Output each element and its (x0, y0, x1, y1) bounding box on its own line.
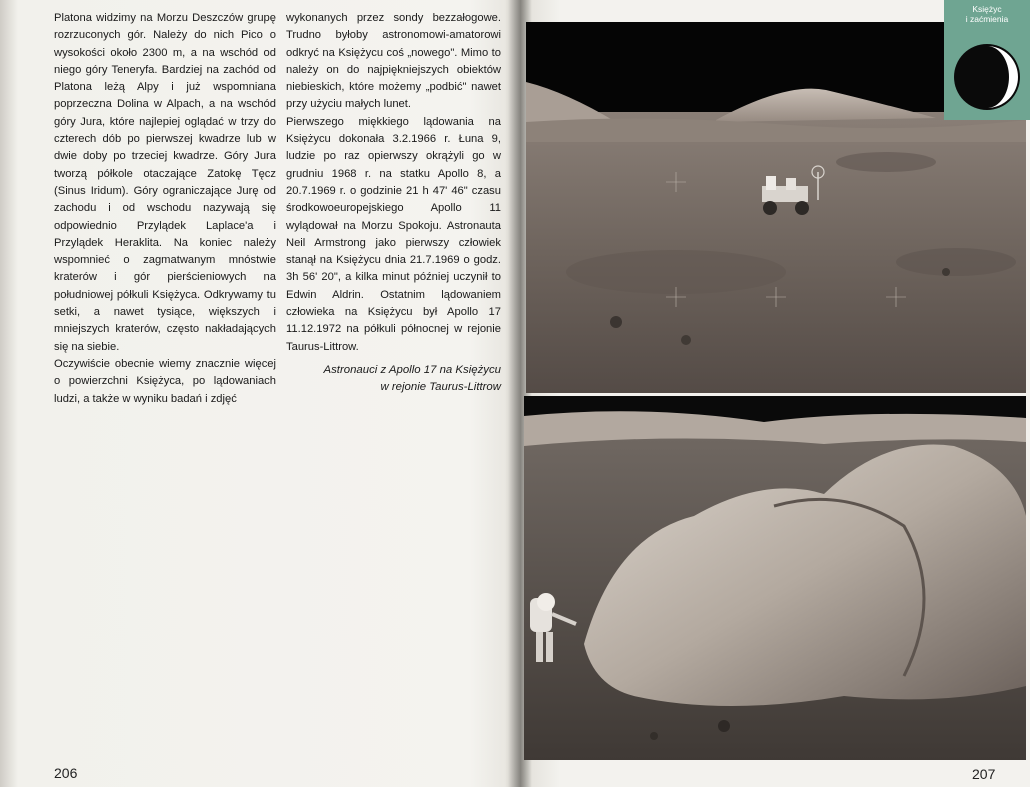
right-text-column (286, 10, 501, 356)
photo-caption (300, 362, 501, 396)
paragraph: Oczywiście obecnie wiemy znacznie więcej o powierzchni Księżyca, po lądowaniach ludzi, a także w wyniku badań i zdjęć (54, 357, 276, 405)
section-tab-label (944, 4, 1030, 24)
paragraph: wykonanych przez sondy bezzałogowe. Trudno byłoby astronomowi-amatorowi odkryć na Księżycu coś „nowego". Mimo to należy on do najpiękniejszych obiektów niebieskich, które możemy „podbić" nawet przy użyciu małych lunet. (286, 12, 501, 111)
crescent-moon-icon (952, 42, 1022, 112)
left-text-column (54, 10, 276, 408)
caption-line: w rejonie Taurus-Littrow (380, 381, 501, 393)
caption-line: Astronauci z Apollo 17 na Księżycu (323, 364, 501, 376)
section-tab-line: i zaćmienia (965, 14, 1009, 24)
paragraph: Pierwszego miękkiego lądowania na Księżycu dokonała 3.2.1966 r. Łuna 9, ludzie po raz opierwszy okrążyli go w grudniu 1968 r. na statku Apollo 8, a 20.7.1969 r. o godzinie 21 h 47' 46" czasu środkowoeuropejskiego Apollo 11 wylądował na Morzu Spokoju. Astronauta Neil Armstrong jako pierwszy człowiek stanął na Księżycu dnia 21.7.1969 o godz. 3h 56' 20", a kilka minut później uczynił to Edwin Aldrin. Ostatnim lądowaniem człowieka na Księżycu był Apollo 17 11.12.1972 na półkuli północnej w rejonie Taurus-Littrow. (286, 115, 501, 353)
section-tab-line: Księżyc (972, 4, 1002, 14)
page-number-left: 206 (54, 765, 78, 781)
page-number-right: 207 (972, 766, 996, 782)
section-tab (944, 0, 1030, 120)
astronaut-boulder-photo (524, 396, 1026, 760)
paragraph: Platona widzimy na Morzu Deszczów grupę rozrzuconych gór. Należy do nich Pico o wysokości około 2300 m, a na wschód od niego góry Teneryfa. Bardziej na zachód od Platona leżą Alpy i już wspomniana poprzeczna Dolina w Alpach, a na wschód góry Jura, które najlepiej oglądać w trzy do czterech dób po pierwszej kwadrze lub w dwie doby po trzeciej kwadrze. Góry Jura tworzą półkole otaczające Zatokę Tęcz (Sinus Iridum). Góry ograniczające Jurę od zachodu i od wschodu nazywają się odpowiednio Przylądek Laplace'a i Przylądek Heraklita. Na koniec należy wspomnieć o zagmatwanym mnóstwie kraterów i gór pierścieniowych na południowej półkuli Księżyca. Odkrywamy tu setki, a nawet tysiące, większych i mniejszych kraterów, często nakładających się na siebie. (54, 12, 276, 353)
